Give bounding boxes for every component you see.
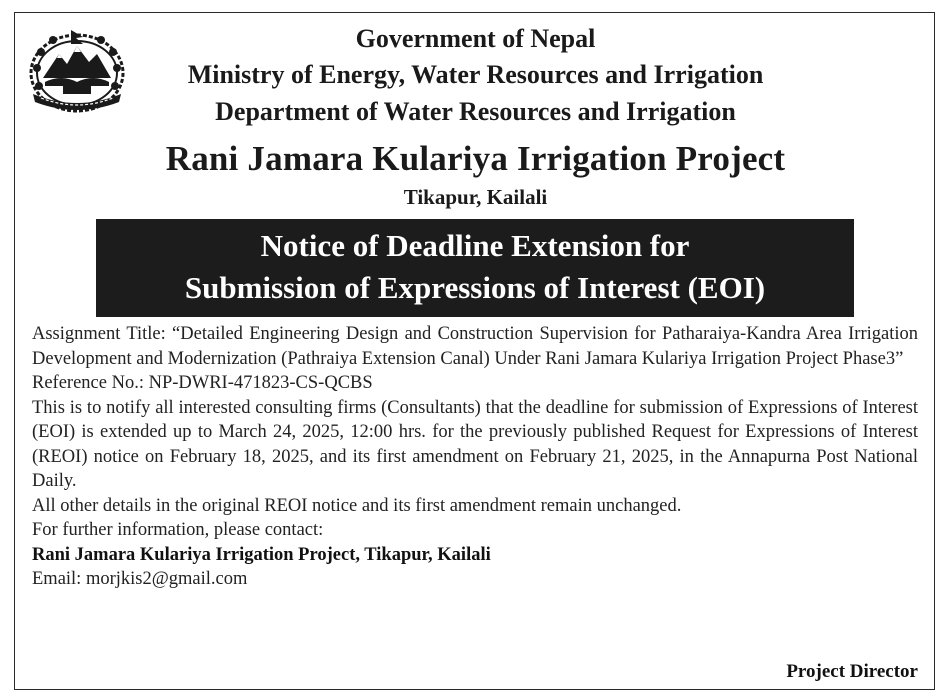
assignment-title: Assignment Title: “Detailed Engineering Design and Construction Supervision for Patharaiya-Kandra Area Irrigation Development and Modernization (Pathraiya Extension Canal) Under Rani Jamara Kulariya Irrigation Project Phase3”: [32, 324, 918, 369]
notice-title-banner: [96, 219, 854, 317]
notice-title-line-2: Submission of Expressions of Interest (EOI): [184, 270, 766, 305]
notification-paragraph: This is to notify all interested consulting firms (Consultants) that the deadline for submission of Expressions of Interest (EOI) is extended up to March 24, 2025, 12:00 hrs. for the previously published Request for Expressions of Interest (REOI) notice on February 18, 2025, and its first amendment on February 21, 2025, in the Annapurna Post National Daily.: [32, 397, 918, 491]
notice-title-line-1: Notice of Deadline Extension for: [260, 228, 690, 263]
reference-number: Reference No.: NP-DWRI-471823-CS-QCBS: [32, 373, 373, 393]
header-project: Rani Jamara Kulariya Irrigation Project: [165, 139, 786, 178]
notice-body: [32, 322, 918, 592]
header-location: Tikapur, Kailali: [403, 185, 548, 209]
contact-intro: For further information, please contact:: [32, 520, 324, 540]
contact-email: Email: morjkis2@gmail.com: [32, 569, 248, 589]
header-government: Government of Nepal: [355, 24, 596, 53]
header-ministry: Ministry of Energy, Water Resources and Irrigation: [187, 60, 764, 89]
contact-organization: Rani Jamara Kulariya Irrigation Project, Tikapur, Kailali: [32, 544, 491, 565]
other-details: All other details in the original REOI notice and its first amendment remain unchanged.: [32, 495, 682, 516]
signoff-title: Project Director: [786, 661, 918, 682]
header-department: Department of Water Resources and Irrigation: [215, 97, 736, 126]
